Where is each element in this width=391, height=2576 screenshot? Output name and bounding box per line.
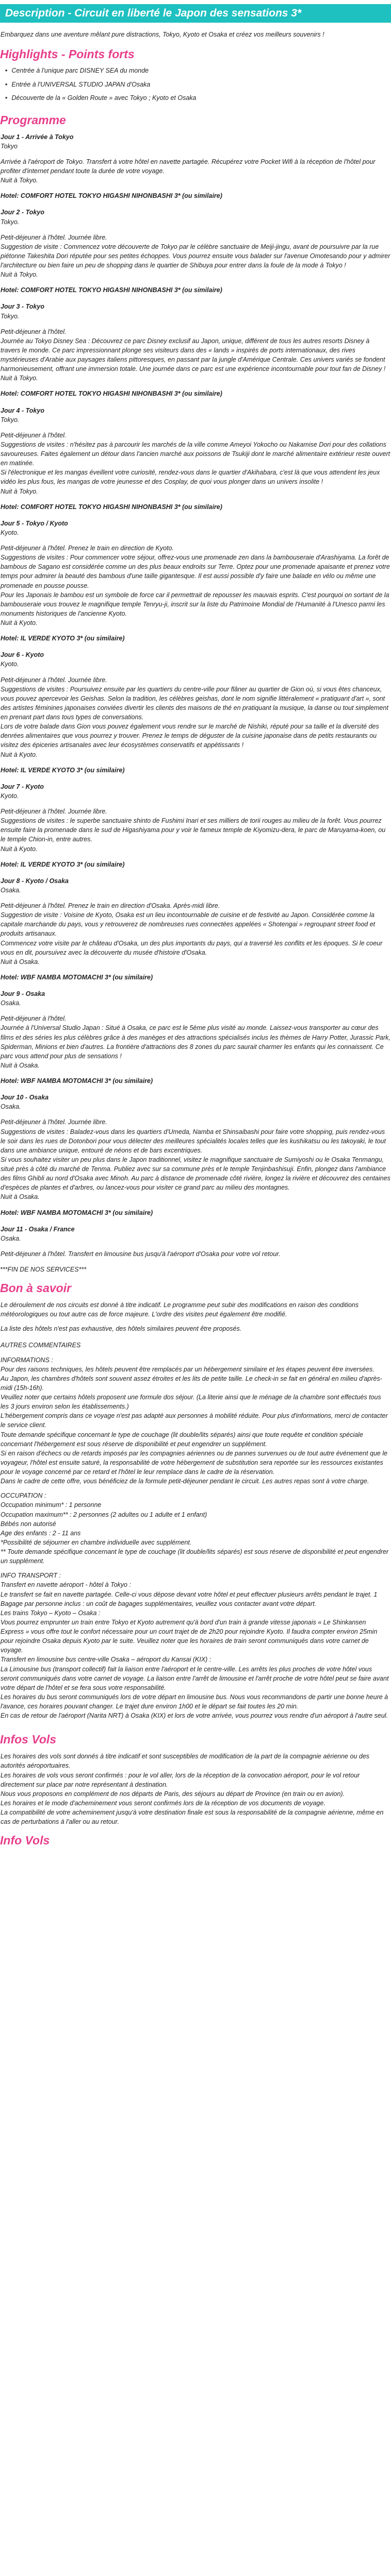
day-paragraph: Petit-déjeuner à l'hôtel. Journée libre.: [1, 676, 107, 684]
day-hotel: Hotel: IL VERDE KYOTO 3* (ou similaire): [1, 766, 125, 774]
intro-text: Embarquez dans une aventure mêlant pure distractions, Tokyo, Kyoto et Osaka et créez vos meilleurs souvenirs !: [1, 31, 324, 38]
day-paragraph: Suggestions de visites : Poursuivez ensuite par les quartiers du centre-ville pour flâner au quartier de Gion où, si vous êtes chanceux, vous pouvez apercevoir les Geishas. Selon la tradition, les célèbres geishas, dont le nom signifie littéralement « pratiquant d'art », sont des artistes féminines japonaises conviées divertir les clients des maisons de thé en pratiquant la musique, la danse ou tout simplement en prenant part dans tous types de conversations.: [1, 685, 388, 721]
day-hotel: Hotel: COMFORT HOTEL TOKYO HIGASHI NIHONBASHI 3* (ou similaire): [1, 390, 222, 398]
autres-line: Occupation maximum** : 2 personnes (2 adultes ou 1 adulte et 1 enfant): [1, 1511, 207, 1518]
autres-line: Veuillez noter que certains hôtels proposent une formule dos séjour. (La literie ainsi que le ménage de la chambre sont effectués tous les 3 jours environ selon les établissements.): [1, 1394, 381, 1411]
day-paragraph: Petit-déjeuner à l'hôtel. Journée libre.: [1, 233, 107, 241]
day-paragraph: Petit-déjeuner à l'hôtel.: [1, 1015, 67, 1023]
day-title: Jour 4 - Tokyo: [1, 406, 44, 414]
day-hotel: Hotel: COMFORT HOTEL TOKYO HIGASHI NIHONBASHI 3* (ou similaire): [1, 286, 222, 294]
day-block: [0, 132, 391, 201]
autres-line: Toute demande spécifique concernant le type de couchage (lit double/lits séparés) ainsi que toute requête et condition spéciale concernant l'hébergement est sous réserve de disponibilité et peut engendrer un supplément.: [1, 1431, 363, 1448]
day-paragraph: Suggestions de visites : n'hésitez pas à parcourir les marchés de la ville comme Ameyoi Yokocho ou Nakamise Dori pour des collations savoureuses. Faites également un détour dans l'ancien marché aux poissons de Tsukiji dont le marché alimentaire extérieur reste ouvert en matinée.: [1, 440, 390, 467]
info-vols-heading: Info Vols: [0, 1834, 50, 1848]
autres-line: Au Japon, les chambres d'hôtels sont souvent assez étroites et les lits de petite taille. Le check-in se fait en général en milieu d'après-midi (15h-16h).: [1, 1375, 382, 1392]
day-title: Jour 3 - Tokyo: [1, 303, 44, 311]
day-block: [0, 650, 391, 775]
bon-a-savoir-para: La liste des hôtels n'est pas exhaustive, des hôtels similaires peuvent être proposés.: [1, 1325, 242, 1333]
day-paragraph: Nuit à Kyoto.: [1, 619, 38, 626]
day-hotel: Hotel: COMFORT HOTEL TOKYO HIGASHI NIHONBASHI 3* (ou similaire): [1, 192, 222, 200]
day-hotel: Hotel: IL VERDE KYOTO 3* (ou similaire): [1, 635, 125, 642]
day-title: Jour 2 - Tokyo: [1, 209, 44, 216]
programme-days: [0, 132, 391, 1259]
highlight-item: • Entrée à l'UNIVERSAL STUDIO JAPAN d'Osaka: [5, 80, 391, 90]
day-place: Kyoto.: [1, 792, 19, 800]
autres-line: Age des enfants : 2 - 11 ans: [1, 1529, 81, 1537]
autres-line: ** Toute demande spécifique concernant le type de couchage (lit double/lits séparés) est sous réserve de disponibilité et peut engendrer un supplément.: [1, 1548, 389, 1565]
autres-line: Si en raison d'échecs ou de retards imposés par les compagnies aériennes ou de pannes survenues ou de tout autre événement que le voyageur, l'hôtel est ensuite saturé, la responsabilité de votre hébergement de substitution sera reportée sur les ressources existantes pour le voyage concerné par ce retard et l'hôtel le leur remplace dans le cadre de la réservation.: [1, 1449, 388, 1476]
day-place: Kyoto.: [1, 529, 19, 536]
day-place: Tokyo.: [1, 416, 20, 423]
day-paragraph: Petit-déjeuner à l'hôtel. Prenez le train en direction d'Osaka. Après-midi libre.: [1, 902, 220, 909]
infos-vols-line: Les horaires des vols sont donnés à titre indicatif et sont susceptibles de modification de la part de la compagnie aérienne ou des autorités aéroportuaires.: [1, 1753, 370, 1770]
autres-line: Le transfert se fait en navette partagée. Celle-ci vous dépose devant votre hôtel et peut effectuer plusieurs arrêts pendant le trajet. 1 Bagage par personne inclus : un coût de bagages supplémentaires, veuillez vous contacter avant votre départ.: [1, 1590, 378, 1607]
day-paragraph: Nuit à Kyoto.: [1, 845, 38, 853]
autres-line: La Limousine bus (transport collectif) fait la liaison entre l'aéroport et le centre-ville. Les arrêts les plus proches de votre hôtel vous seront communiqués dans votre carnet de voyage. La liaison entre l'arrêt de limousine et l'arrêt proche de votre hôtel peut se faire avant votre départ de l'hôtel et se fera sous votre responsabilité.: [1, 1665, 389, 1691]
bon-a-savoir-intro: [0, 1300, 391, 1333]
infos-vols: [0, 1752, 391, 1826]
autres-label: INFORMATIONS :: [1, 1356, 53, 1364]
day-block: [0, 406, 391, 512]
autres-line: *Possibilité de séjourner en chambre individuelle avec supplément.: [1, 1538, 192, 1546]
day-paragraph: Nuit à Osaka.: [1, 1193, 40, 1201]
autres-line: Occupation minimum* : 1 personne: [1, 1501, 102, 1509]
day-paragraph: Pour les Japonais le bambou est un symbole de force car il permettrait de repousser les mauvais esprits. C'est pourquoi on sortant de la bambouseraie vous trouvez le magnifique temple Tenryu-ji, inscrit sur la liste du Patrimoine Mondial de l'Humanité à l'Unesco parmi les monuments historiques de l'ancienne Kyoto.: [1, 591, 389, 617]
autres-commentaires: [0, 1341, 391, 1725]
bon-a-savoir-heading: Bon à savoir: [0, 1281, 72, 1295]
day-title: Jour 8 - Kyoto / Osaka: [1, 877, 69, 885]
day-block: [0, 1225, 391, 1259]
infos-vols-heading: Infos Vols: [0, 1733, 57, 1747]
day-paragraph: Petit-déjeuner à l'hôtel. Prenez le train en direction de Kyoto.: [1, 545, 174, 552]
day-paragraph: Commencez votre visite par le château d'Osaka, un des plus importants du pays, qui a traversé les conflits et les époques. Si le coeur vous en dit, poursuivez avec la découverte du musée d'histoire d'Osaka.: [1, 939, 383, 956]
day-paragraph: Petit-déjeuner à l'hôtel. Journée libre.: [1, 1118, 107, 1126]
day-paragraph: Petit-déjeuner à l'hôtel. Transfert en limousine bus jusqu'à l'aéroport d'Osaka pour votre vol retour.: [1, 1250, 281, 1258]
autres-line: Pour des raisons techniques, les hôtels peuvent être remplacés par un hébergement similaire et les étapes peuvent être inversées.: [1, 1365, 374, 1373]
day-hotel: Hotel: COMFORT HOTEL TOKYO HIGASHI NIHONBASHI 3* (ou similaire): [1, 503, 222, 511]
day-paragraph: Journée à l'Universal Studio Japan : Situé à Osaka, ce parc est le 5ème plus visité au monde. Laissez-vous transporter au cœur des films et des séries les plus célèbres grâce à des manèges et des attractions spécialisés inclus les thèmes de Harry Potter, Jurassic Park, Spiderman, Minions et bien d'autres. La frontière d'attractions des 8 zones du parc saurait charmer les enfants qui les connaissent. Ce parc vous attend pour plus de sensations !: [1, 1024, 390, 1060]
autres-line: Dans le cadre de cette offre, vous bénéficiez de la formule petit-déjeuner pendant le circuit. Les autres repas sont à votre charge.: [1, 1478, 369, 1485]
day-title: Jour 7 - Kyoto: [1, 783, 44, 790]
programme-heading: Programme: [0, 113, 66, 127]
day-paragraph: Petit-déjeuner à l'hôtel. Journée libre.: [1, 808, 107, 815]
infos-vols-line: Les horaires et le mode d'acheminement vous seront confirmés lors de la réception de vos documents de voyage.: [1, 1799, 325, 1807]
day-title: Jour 5 - Tokyo / Kyoto: [1, 519, 68, 527]
day-place: Kyoto.: [1, 660, 19, 668]
day-paragraph: Nuit à Kyoto.: [1, 751, 38, 758]
infos-vols-line: Les horaires de vols vous seront confirmés : pour le vol aller, lors de la réception de la convocation aéroport, pour le vol retour directement sur place par notre représentant à destination.: [1, 1771, 360, 1788]
autres-line: Les horaires du bus seront communiqués lors de votre départ en limousine bus. Nous vous recommandons de partir une bonne heure à l'avance, ces horaires pouvant changer. Le trajet dure environ 1h00 et le départ se fait toutes les 20 min.: [1, 1693, 388, 1710]
day-place: Osaka.: [1, 1234, 21, 1242]
day-paragraph: Suggestions de visites : Pour commencer votre séjour, offrez-vous une promenade zen dans la bambouseraie d'Arashiyama. La forêt de bambous de Sagano est considérée comme un des plus beaux endroits sur Terre. Optez pour une promenade apaisante et prenez votre temps pour admirer la beauté des bambous d'une taille gigantesque. Il est aussi possible d'y faire une balade en vélo ou même une promenade en pousse pousse.: [1, 554, 390, 589]
infos-vols-line: La compatibilité de votre acheminement jusqu'à votre destination finale est sous la responsabilité de la compagnie aérienne, même en cas de perturbations à l'aller ou au retour.: [1, 1809, 384, 1826]
day-paragraph: Nuit à Tokyo.: [1, 177, 38, 184]
autres-label: INFO TRANSPORT :: [1, 1572, 61, 1580]
autres-line: L'hébergement compris dans ce voyage n'est pas adapté aux personnes à mobilité réduite. Pour plus d'informations, merci de contacter le service client.: [1, 1412, 388, 1429]
day-paragraph: Petit-déjeuner à l'hôtel.: [1, 328, 67, 335]
day-paragraph: Suggestions de visites : le superbe sanctuaire shinto de Fushimi Inari et ses milliers de torii rouges au milieu de la forêt. Vous pourrez ensuite faire la promenade dans le sud de Higashiyama pour y voir le fameux temple de Kiyomizu-dera, le parc de Maruyama-koen, ou le temple Chion-in, entre autres.: [1, 817, 386, 843]
day-block: [0, 989, 391, 1086]
day-block: [0, 208, 391, 295]
day-hotel: Hotel: WBF NAMBA MOTOMACHI 3* (ou similaire): [1, 973, 153, 981]
infos-vols-line: Nous vous proposons en complément de nos départs de Paris, des séjours au départ de Province (en train ou en avion).: [1, 1790, 345, 1798]
day-paragraph: Lors de votre balade dans Gion vous pouvez également vous rendre sur le marché de Nishiki, réputé pour sa taille et la diversité des denrées alimentaires que vous pourrez y trouver. Prenez le temps de déguster de la cuisine japonaise dans de petits restaurants ou visitez des épiceries artisanales avec leur écosystèmes conservatifs et appétissants !: [1, 723, 379, 749]
bon-a-savoir-para: Le déroulement de nos circuits est donné à titre indicatif. Le programme peut subir des modifications en raison des conditions météorologiques ou tout autre cas de force majeure. L'ordre des visites peut également être modifié.: [1, 1301, 359, 1318]
page-title: Description - Circuit en liberté le Japon des sensations 3*: [0, 4, 391, 23]
day-place: Tokyo.: [1, 218, 20, 226]
day-place: Osaka.: [1, 1103, 21, 1111]
day-block: [0, 519, 391, 643]
day-paragraph: Arrivée à l'aéroport de Tokyo. Transfert à votre hôtel en navette partagée. Récupérez votre Pocket Wifi à la réception de l'hôtel pour profiter d'internet pendant toute la durée de votre voyage.: [1, 158, 376, 175]
day-title: Jour 1 - Arrivée à Tokyo: [1, 133, 74, 141]
day-hotel: Hotel: IL VERDE KYOTO 3* (ou similaire): [1, 860, 125, 868]
day-paragraph: Nuit à Tokyo.: [1, 271, 38, 279]
day-paragraph: Suggestion de visite : Commencez votre découverte de Tokyo par le célèbre sanctuaire de Meiji-jingu, avant de poursuivre par la rue piétonne Takeshita Dori réputée pour ses petites échoppes. Vous pourrez ensuite vous balader sur l'avenue Omotesando pour y admirer l'architecture ou bien faire un peu de shopping dans le quartier de Shibuya pour entrer dans la foule de la mode à Tokyo !: [1, 243, 390, 269]
end-of-services: ***FIN DE NOS SERVICES***: [0, 1266, 87, 1273]
day-paragraph: Suggestion de visite : Voisine de Kyoto, Osaka est un lieu incontournable de cuisine et de festivité au Japon. Considérée comme la capitale marchande du pays, vous y retrouverez de nombreuses rues connectées appelées « Shotengai » regroupant street food et produits artisanaux.: [1, 911, 376, 938]
day-title: Jour 10 - Osaka: [1, 1094, 49, 1101]
day-paragraph: Journée au Tokyo Disney Sea : Découvrez ce parc Disney exclusif au Japon, unique, différent de tous les autres resorts Disney à travers le monde. Ce parc impressionnant plonge ses visiteurs dans des « lands » inspirés de ports internationaux, des rives mystérieuses d'Arabie aux paysages italiens pittoresques, en passant par la jungle d'Amérique Centrale. Ces univers variés se fondent harmonieusement, offrant une immersion totale. Une journée dans ce parc est une expérience incontournable pour tout fan de Disney !: [1, 337, 386, 373]
highlight-item: • Centrée à l'unique parc DISNEY SEA du monde: [5, 66, 391, 76]
autres-line: Bébés non autorisé: [1, 1520, 56, 1528]
day-place: Osaka.: [1, 886, 21, 894]
day-block: [0, 302, 391, 398]
day-paragraph: Nuit à Tokyo.: [1, 487, 38, 495]
highlights-list: [0, 66, 391, 103]
day-paragraph: Petit-déjeuner à l'hôtel.: [1, 431, 67, 439]
day-title: Jour 9 - Osaka: [1, 990, 45, 997]
autres-line: Vous pourrez emprunter un train entre Tokyo et Kyoto autrement qu'à bord d'un train à grande vitesse japonais « Le Shinkansen Express » vous offre tout le confort nécessaire pour un court trajet de de 2h20 pour rejoindre Kyoto. Il faudra compter environ 25min pour rejoindre Osaka depuis Kyoto par le suite. Veuillez noter que les horaires de train seront communiqués dans votre carnet de voyage.: [1, 1618, 378, 1654]
day-title: Jour 6 - Kyoto: [1, 651, 44, 659]
day-block: [0, 782, 391, 869]
day-paragraph: Si vous souhaitez visiter un peu plus dans le Japon traditionnel, visitez le magnifique sanctuaire de Sumiyoshi ou le Osaka Tenmangu, situé près à côté du marché de Tenma. Publiez avec sur sa commune près et le temple Tenjinbashisuji. Enfin, plongez dans l'ambiance des films Ghibli au nord d'Osaka avec Minoh. Au parc à distance de promenade côté rivière, longez la rivière et découvrez des centaines d'espèces de plantes et d'arbres, ou lancez-vous pour visiter ce grand parc au milieu des montagnes.: [1, 1156, 390, 1192]
day-title: Jour 11 - Osaka / France: [1, 1225, 75, 1233]
day-paragraph: Nuit à Tokyo.: [1, 375, 38, 382]
autres-line: En cas de retour de l'aéroport (Narita NRT) à Osaka (KIX) et lors de votre arrivée, vous pourrez vous rendre d'un aéroport à l'autre seul.: [1, 1712, 388, 1720]
autres-line: Transfert en navette aéroport - hôtel à Tokyo :: [1, 1581, 131, 1589]
day-hotel: Hotel: WBF NAMBA MOTOMACHI 3* (ou similaire): [1, 1209, 153, 1216]
day-paragraph: Suggestions de visites : Baladez-vous dans les quartiers d'Umeda, Namba et Shinsaibashi pour faire votre shopping, puis rendez-vous le soir dans les rues de Dotonbori pour vous délecter des meilleures spécialités locales telles que les kushikatsu ou les takoyaki, le tout dans une ambiance unique, entouré de néons et de bars excentriques.: [1, 1128, 386, 1154]
day-place: Tokyo: [1, 142, 18, 150]
day-paragraph: Si l'électronique et les mangas éveillent votre curiosité, rendez-vous dans le quartier d'Akihabara, c'est là que vous attendent les jeux vidéo les plus fous, les mangas de votre jeunesse et des Cosplay, de quoi vous plonger dans un univers insolite !: [1, 469, 380, 486]
highlights-heading: Highlights - Points forts: [0, 47, 135, 61]
autres-line: Transfert en limousine bus centre-ville Osaka – aéroport du Kansai (KIX) :: [1, 1656, 211, 1664]
autres-blocks: [1, 1355, 390, 1726]
day-place: Tokyo.: [1, 312, 20, 320]
day-paragraph: Nuit à Osaka.: [1, 1061, 40, 1069]
autres-line: Les trains Tokyo – Kyoto – Osaka :: [1, 1609, 101, 1617]
day-place: Osaka.: [1, 999, 21, 1007]
day-paragraph: Nuit à Osaka.: [1, 958, 40, 965]
day-block: [0, 1093, 391, 1217]
autres-heading: AUTRES COMMENTAIRES: [1, 1342, 81, 1349]
autres-label: OCCUPATION :: [1, 1492, 46, 1500]
highlight-item: • Découverte de la « Golden Route » avec Tokyo ; Kyoto et Osaka: [5, 94, 391, 103]
day-hotel: Hotel: WBF NAMBA MOTOMACHI 3* (ou similaire): [1, 1077, 153, 1084]
day-block: [0, 876, 391, 982]
